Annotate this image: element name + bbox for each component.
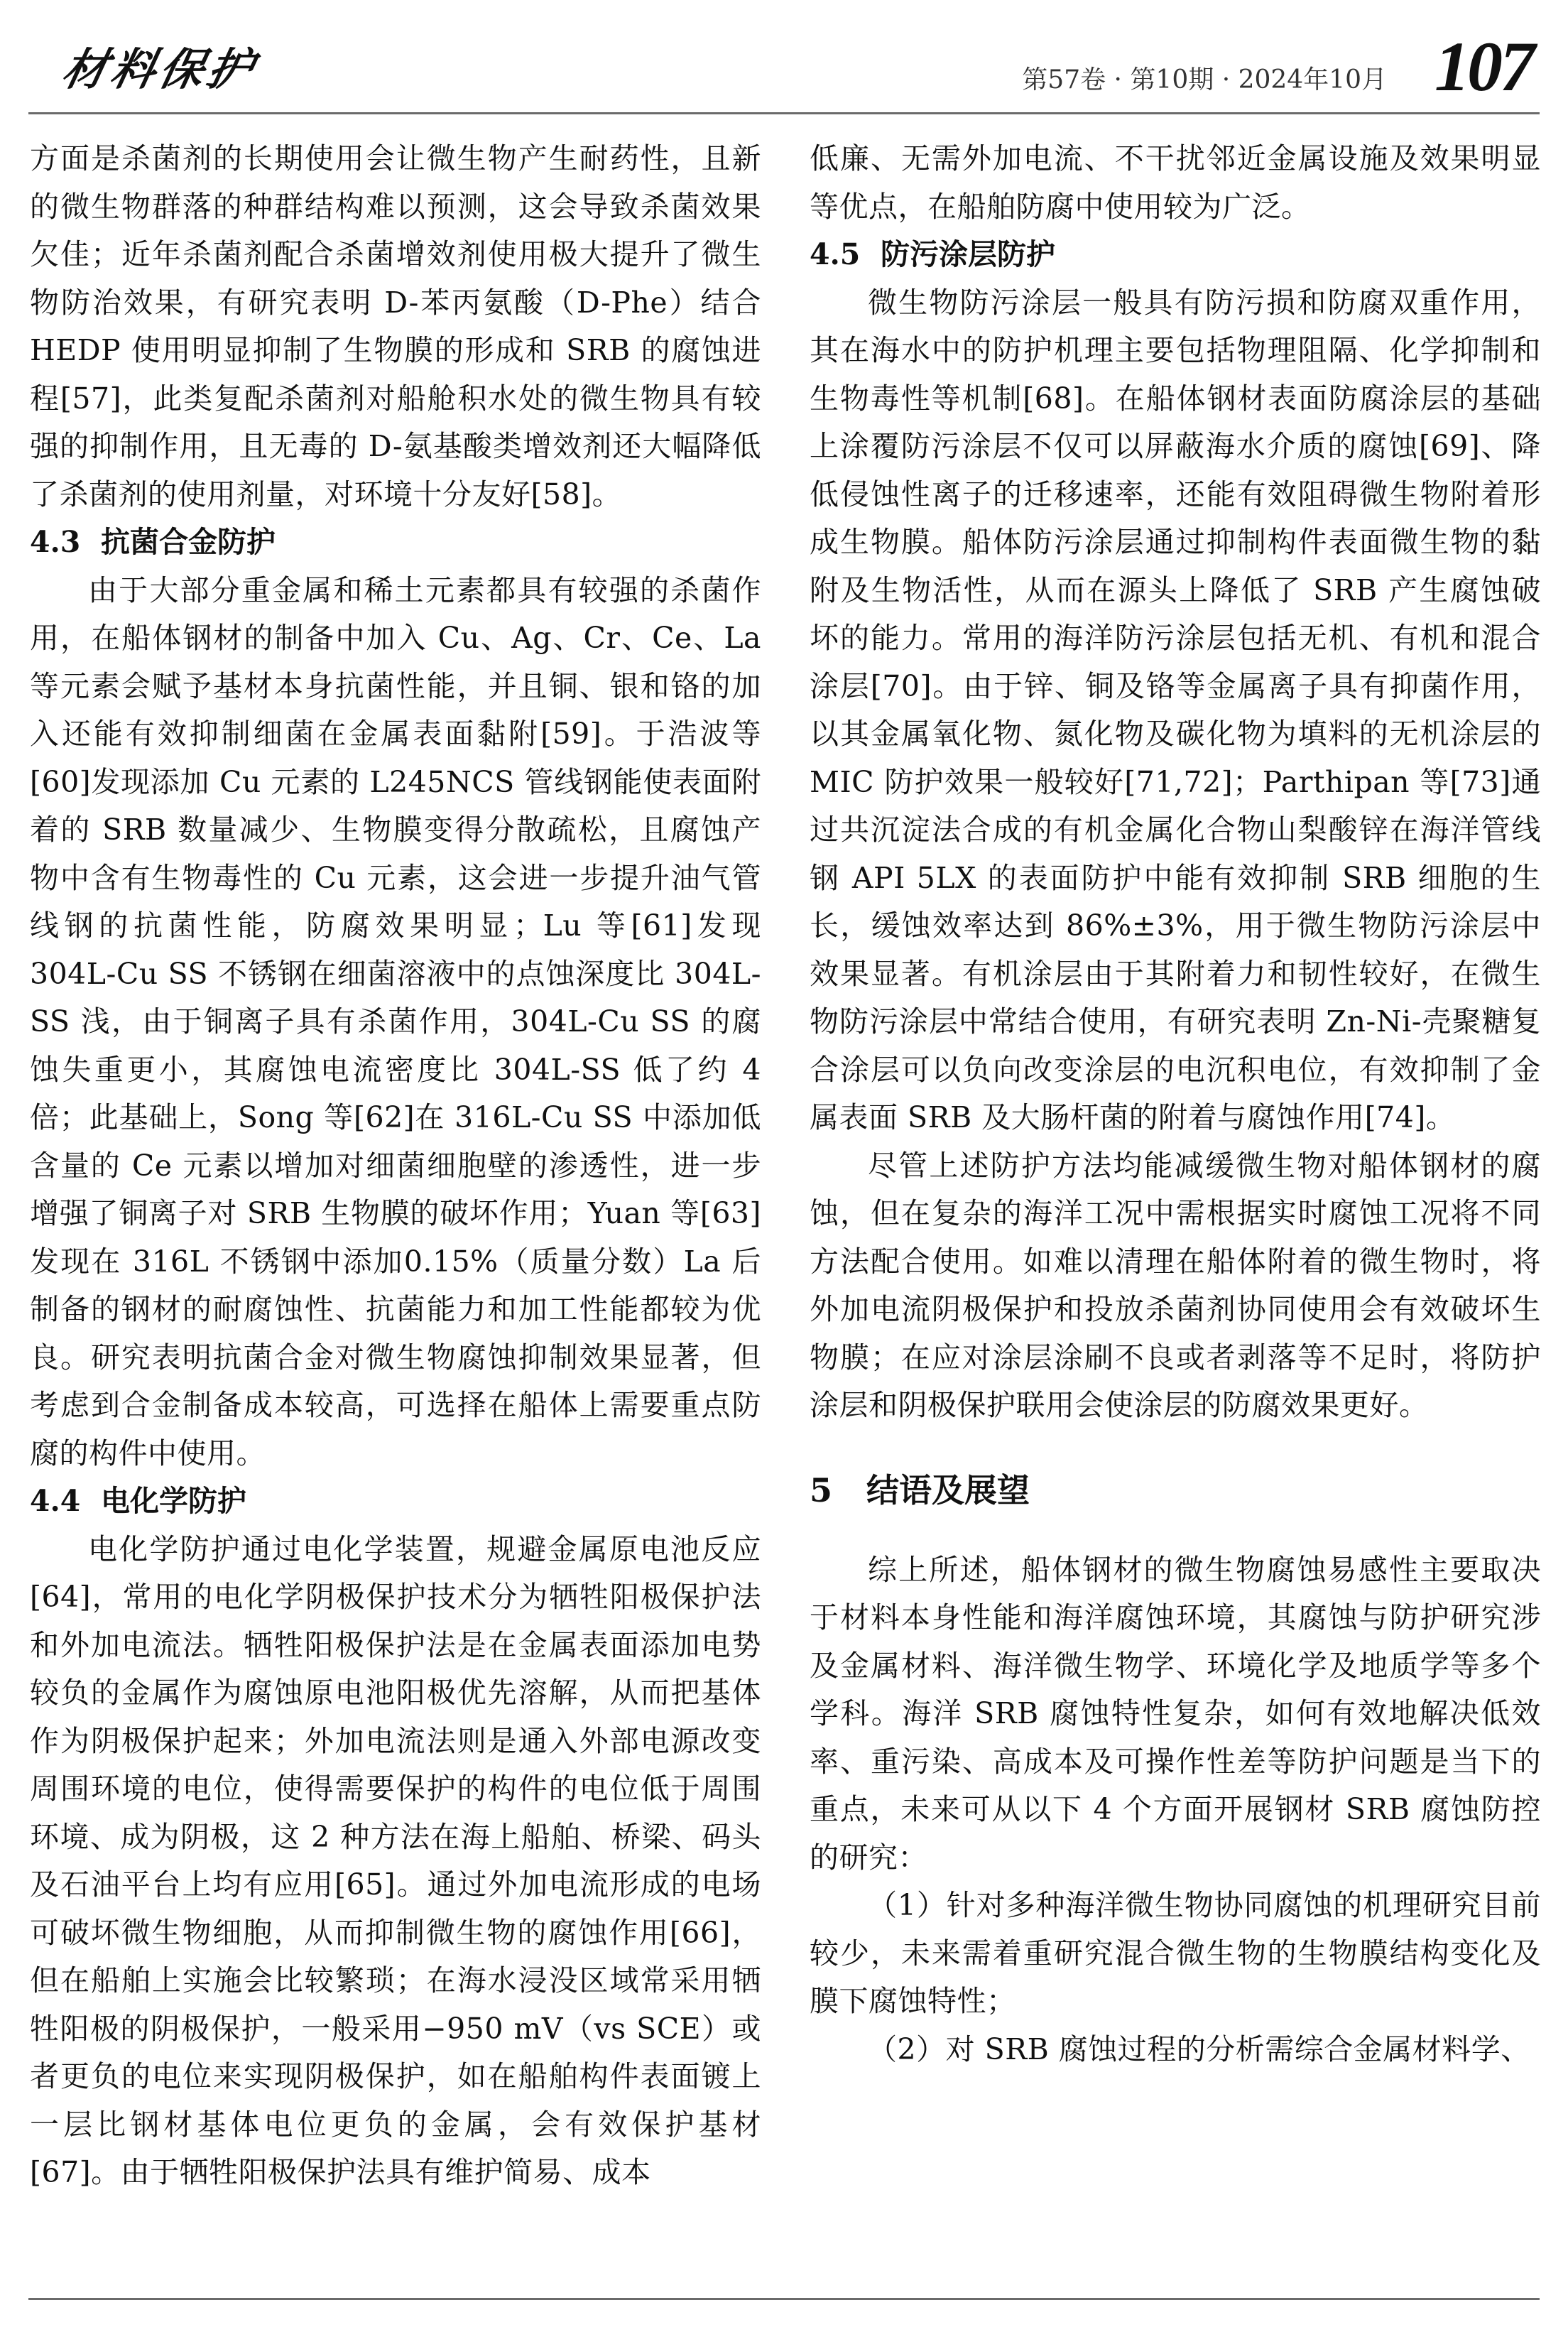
body-paragraph: 综上所述，船体钢材的微生物腐蚀易感性主要取决于材料本身性能和海洋腐蚀环境，其腐蚀与防护研究涉及金属材料、海洋微生物学、环境化学及地质学等多个学科。海洋 SRB 腐蚀特性复杂，如何有效地解决低效率、重污染、高成本及可操作性差等防护问题是当下的重点，未来可从以下 4 个方面开展钢材 SRB 腐蚀防控的研究： xyxy=(810,1552,1541,1875)
right-column xyxy=(810,135,1541,2073)
body-paragraph: 尽管上述防护方法均能减缓微生物对船体钢材的腐蚀，但在复杂的海洋工况中需根据实时腐蚀工况将不同方法配合使用。如难以清理在船体附着的微生物时，将外加电流阴极保护和投放杀菌剂协同使用会有效破坏生物膜；在应对涂层涂刷不良或者剥落等不足时，将防护涂层和阴极保护联用会使涂层的防腐效果更好。 xyxy=(810,1148,1541,1422)
body-paragraph: （1）针对多种海洋微生物协同腐蚀的机理研究目前较少，未来需着重研究混合微生物的生物膜结构变化及膜下腐蚀特性； xyxy=(810,1888,1541,2018)
body-paragraph: （2）对 SRB 腐蚀过程的分析需综合金属材料学、 xyxy=(868,2032,1530,2066)
page-header xyxy=(28,28,1540,107)
page-number: 107 xyxy=(1434,27,1532,106)
body-paragraph: 微生物防污涂层一般具有防污损和防腐双重作用，其在海水中的防护机理主要包括物理阻隔、化学抑制和生物毒性等机制[68]。在船体钢材表面防腐涂层的基础上涂覆防污涂层不仅可以屏蔽海水介质的腐蚀[69]、降低侵蚀性离子的迁移速率，还能有效阻碍微生物附着形成生物膜。船体防污涂层通过抑制构件表面微生物的黏附及生物活性，从而在源头上降低了 SRB 产生腐蚀破坏的能力。常用的海洋防污涂层包括无机、有机和混合涂层[70]。由于锌、铜及铬等金属离子具有抑菌作用，以其金属氧化物、氮化物及碳化物为填料的无机涂层的 MIC 防护效果一般较好[71,72]；Parthipan 等[73]通过共沉淀法合成的有机金属化合物山梨酸锌在海洋管线钢 API 5LX 的表面防护中能有效抑制 SRB 细胞的生长，缓蚀效率达到 86%±3%，用于微生物防污涂层中效果显著。有机涂层由于其附着力和韧性较好，在微生物防污涂层中常结合使用，有研究表明 Zn-Ni-壳聚糖复合涂层可以负向改变涂层的电沉积电位，有效抑制了金属表面 SRB 及大肠杆菌的附着与腐蚀作用[74]。 xyxy=(810,285,1541,1134)
heading-title: 防污涂层防护 xyxy=(881,237,1055,271)
body-paragraph: 由于大部分重金属和稀土元素都具有较强的杀菌作用，在船体钢材的制备中加入 Cu、Ag、Cr、Ce、La 等元素会赋予基材本身抗菌性能，并且铜、银和铬的加入还能有效抑制细菌在金属表面黏附[59]。于浩波等[60]发现添加 Cu 元素的 L245NCS 管线钢能使表面附着的 SRB 数量减少、生物膜变得分散疏松，且腐蚀产物中含有生物毒性的 Cu 元素，这会进一步提升油气管线钢的抗菌性能，防腐效果明显；Lu 等[61]发现 304L-Cu SS 不锈钢在细菌溶液中的点蚀深度比 304L-SS 浅，由于铜离子具有杀菌作用，304L-Cu SS 的腐蚀失重更小，其腐蚀电流密度比 304L-SS 低了约 4 倍；此基础上，Song 等[62]在 316L-Cu SS 中添加低含量的 Ce 元素以增加对细菌细胞壁的渗透性，进一步增强了铜离子对 SRB 生物膜的破坏作用；Yuan 等[63]发现在 316L 不锈钢中添加0.15%（质量分数）La 后制备的钢材的耐腐蚀性、抗菌能力和加工性能都较为优良。研究表明抗菌合金对微生物腐蚀抑制效果显著，但考虑到合金制备成本较高，可选择在船体上需要重点防腐的构件中使用。 xyxy=(30,573,761,1470)
header-rule xyxy=(28,112,1540,114)
heading-title: 结语及展望 xyxy=(866,1470,1030,1509)
body-paragraph: 方面是杀菌剂的长期使用会让微生物产生耐药性，且新的微生物群落的种群结构难以预测，这会导致杀菌效果欠佳；近年杀菌剂配合杀菌增效剂使用极大提升了微生物防治效果，有研究表明 D-苯丙氨酸（D-Phe）结合 HEDP 使用明显抑制了生物膜的形成和 SRB 的腐蚀进程[57]，此类复配杀菌剂对船舱积水处的微生物具有较强的抑制作用，且无毒的 D-氨基酸类增效剂还大幅降低了杀菌剂的使用剂量，对环境十分友好[58]。 xyxy=(30,141,761,511)
heading-number: 4.3 xyxy=(30,525,81,559)
heading-number: 4.4 xyxy=(30,1484,81,1518)
heading-title: 电化学防护 xyxy=(101,1484,246,1518)
body-paragraph: 低廉、无需外加电流、不干扰邻近金属设施及效果明显等优点，在船舶防腐中使用较为广泛。 xyxy=(810,141,1541,224)
footer-rule xyxy=(28,2298,1540,2300)
heading-number: 4.5 xyxy=(810,237,861,271)
left-column xyxy=(30,135,761,2197)
issue-info: 第57卷 · 第10期 · 2024年10月 xyxy=(1022,65,1387,94)
subsection-heading xyxy=(30,1477,761,1526)
subsection-heading xyxy=(30,519,761,567)
section-heading xyxy=(810,1465,1541,1515)
body-paragraph: 电化学防护通过电化学装置，规避金属原电池反应[64]，常用的电化学阴极保护技术分为牺牲阳极保护法和外加电流法。牺牲阳极保护法是在金属表面添加电势较负的金属作为腐蚀原电池阳极优先溶解，从而把基体作为阴极保护起来；外加电流法则是通入外部电源改变周围环境的电位，使得需要保护的构件的电位低于周围环境、成为阴极，这 2 种方法在海上船舶、桥梁、码头及石油平台上均有应用[65]。通过外加电流形成的电场可破坏微生物细胞，从而抑制微生物的腐蚀作用[66]，但在船舶上实施会比较繁琐；在海水浸没区域常采用牺牲阳极的阴极保护，一般采用−950 mV（vs SCE）或者更负的电位来实现阴极保护，如在船舶构件表面镀上一层比钢材基体电位更负的金属，会有效保护基材[67]。由于牺牲阳极保护法具有维护简易、成本 xyxy=(30,1531,761,2189)
subsection-heading xyxy=(810,231,1541,279)
heading-number: 5 xyxy=(810,1470,833,1509)
journal-logo: 材料保护 xyxy=(58,43,262,95)
heading-title: 抗菌合金防护 xyxy=(101,525,276,559)
